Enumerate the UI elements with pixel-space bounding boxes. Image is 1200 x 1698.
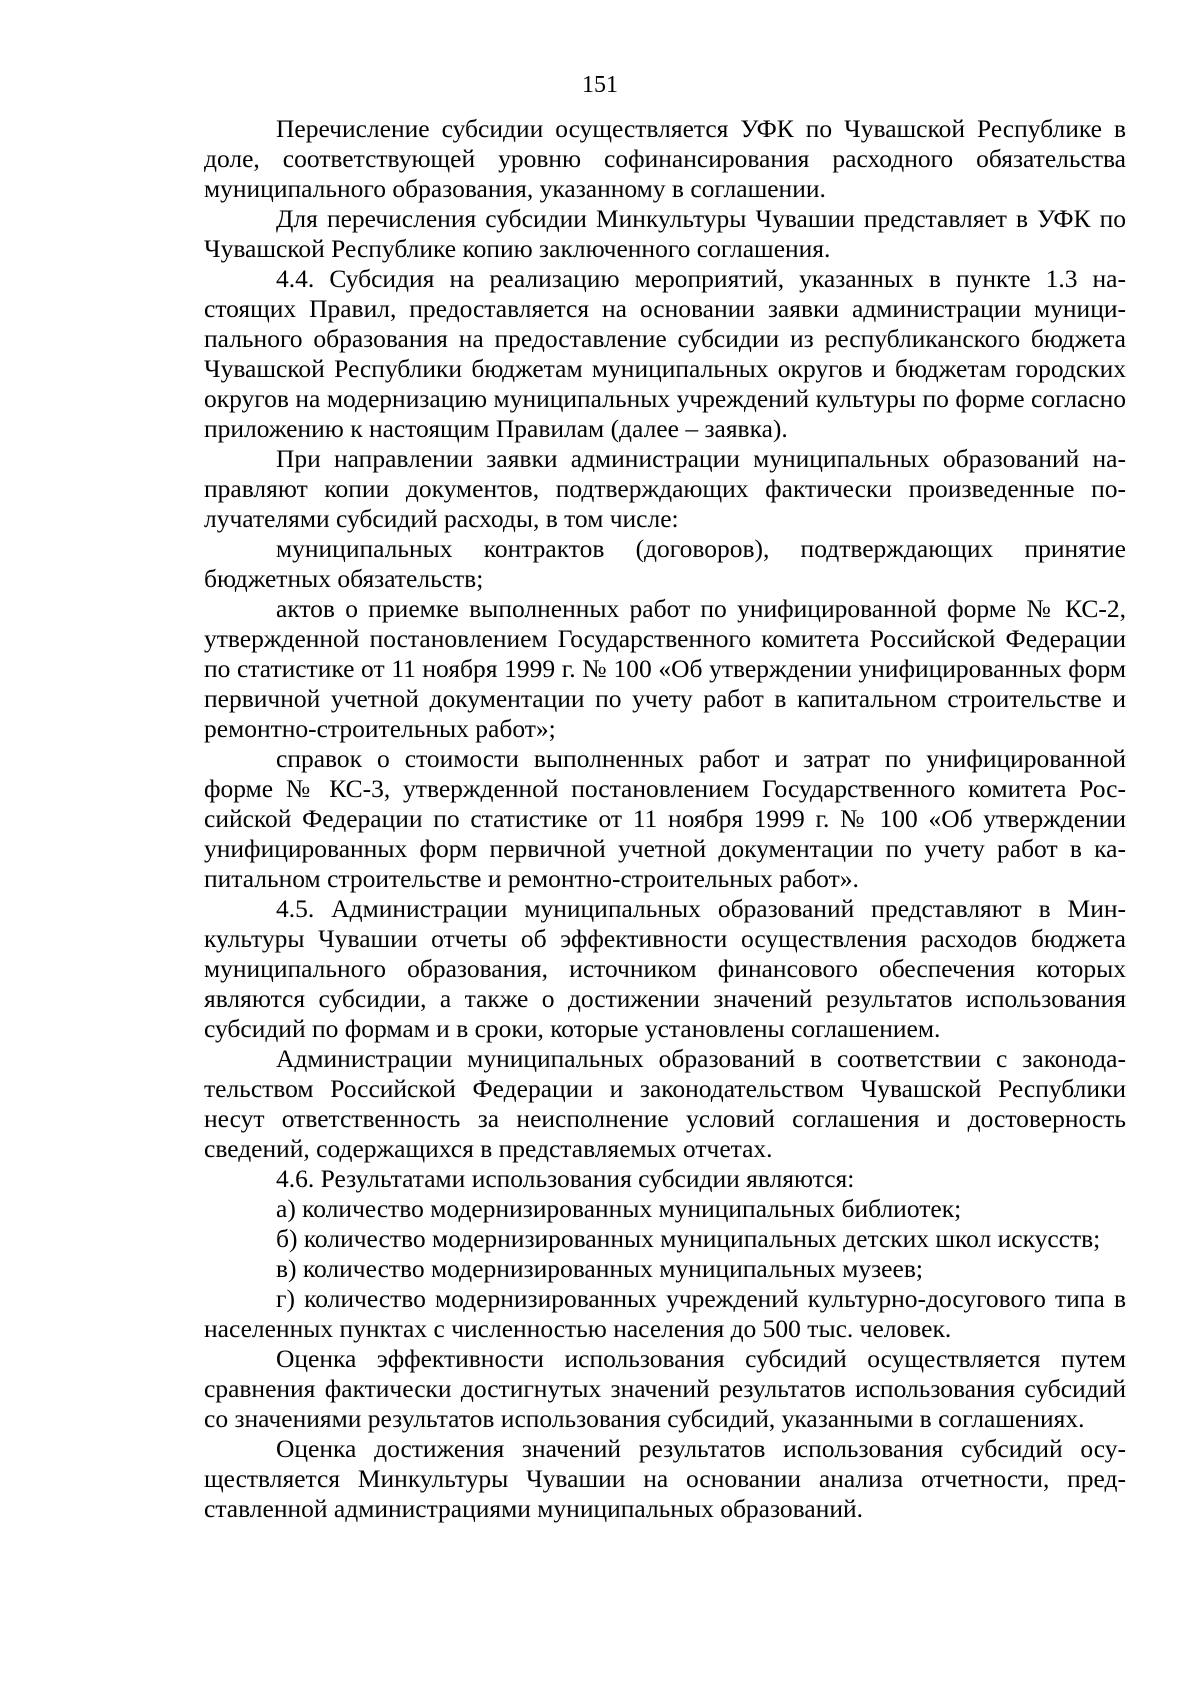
list-item-museums: в) количество модернизированных муниципальных музеев; (276, 1254, 923, 1283)
paragraph-efficiency-evaluation: Оценка эффективности использования субсидий осуществляется путем сравнения фактически достигнутых значений результатов использования субсидий со значениями результатов использования субсидий, указанными в соглашениях. (204, 1344, 1126, 1433)
paragraph-agreement-copy: Для перечисления субсидии Минкультуры Чувашии представляет в УФК по Чувашской Республике копию заключенного соглашения. (204, 204, 1126, 263)
page-number: 151 (582, 72, 618, 98)
paragraph-subsidy-transfer: Перечисление субсидии осуществляется УФК по Чувашской Республике в доле, соответствующей уровню софинансирования расходного обязательства муниципального образования, указанному в соглашении. (204, 114, 1126, 203)
paragraph-ks3-certificates: справок о стоимости выполненных работ и затрат по унифицированной форме № КС-3, утвержденной постановлением Государственного комитета Российской Федерации по статистике от 11 ноября 1999 г. № 100 «Об утверждении унифицированных форм первичной учетной документации по учету работ в капитальном строительстве и ремонтно-строительных работ». (204, 744, 1126, 893)
paragraph-responsibility: Администрации муниципальных образований в соответствии с законодательством Российской Федерации и законодательством Чувашской Республики несут ответственность за неисполнение условий соглашения и достоверность сведений, содержащихся в представляемых отчетах. (204, 1044, 1126, 1163)
paragraph-4-5: 4.5. Администрации муниципальных образований представляют в Минкультуры Чувашии отчеты об эффективности осуществления расходов бюджета муниципального образования, источником финансового обеспечения которых являются субсидии, а также о достижении значений результатов использования субсидий по формам и в сроки, которые установлены соглашением. (204, 894, 1126, 1043)
paragraph-municipal-contracts: муниципальных контрактов (договоров), подтверждающих принятие бюджетных обязательств; (204, 534, 1126, 593)
document-body (204, 114, 1126, 1524)
list-item-cultural-institutions: г) количество модернизированных учреждений культурно-досугового типа в населенных пунктах с численностью населения до 500 тыс. человек. (204, 1284, 1126, 1343)
paragraph-results-evaluation: Оценка достижения значений результатов использования субсидий осуществляется Минкультуры Чувашии на основании анализа отчетности, представленной администрациями муниципальных образований. (204, 1434, 1126, 1523)
list-item-libraries: а) количество модернизированных муниципальных библиотек; (276, 1194, 962, 1223)
paragraph-ks2-acts: актов о приемке выполненных работ по унифицированной форме № КС-2, утвержденной постановлением Государственного комитета Российской Федерации по статистике от 11 ноября 1999 г. № 100 «Об утверждении унифицированных форм первичной учетной документации по учету работ в капитальном строительстве и ремонтно-строительных работ»; (204, 594, 1126, 743)
paragraph-4-4: 4.4. Субсидия на реализацию мероприятий, указанных в пункте 1.3 настоящих Правил, предоставляется на основании заявки администрации муниципального образования на предоставление субсидии из республиканского бюджета Чувашской Республики бюджетам муниципальных округов и бюджетам городских округов на модернизацию муниципальных учреждений культуры по форме согласно приложению к настоящим Правилам (далее – заявка). (204, 264, 1126, 443)
paragraph-application-documents: При направлении заявки администрации муниципальных образований направляют копии документов, подтверждающих фактически произведенные получателями субсидий расходы, в том числе: (204, 444, 1126, 533)
paragraph-4-6: 4.6. Результатами использования субсидии являются: (276, 1164, 855, 1193)
list-item-art-schools: б) количество модернизированных муниципальных детских школ искусств; (276, 1224, 1101, 1253)
